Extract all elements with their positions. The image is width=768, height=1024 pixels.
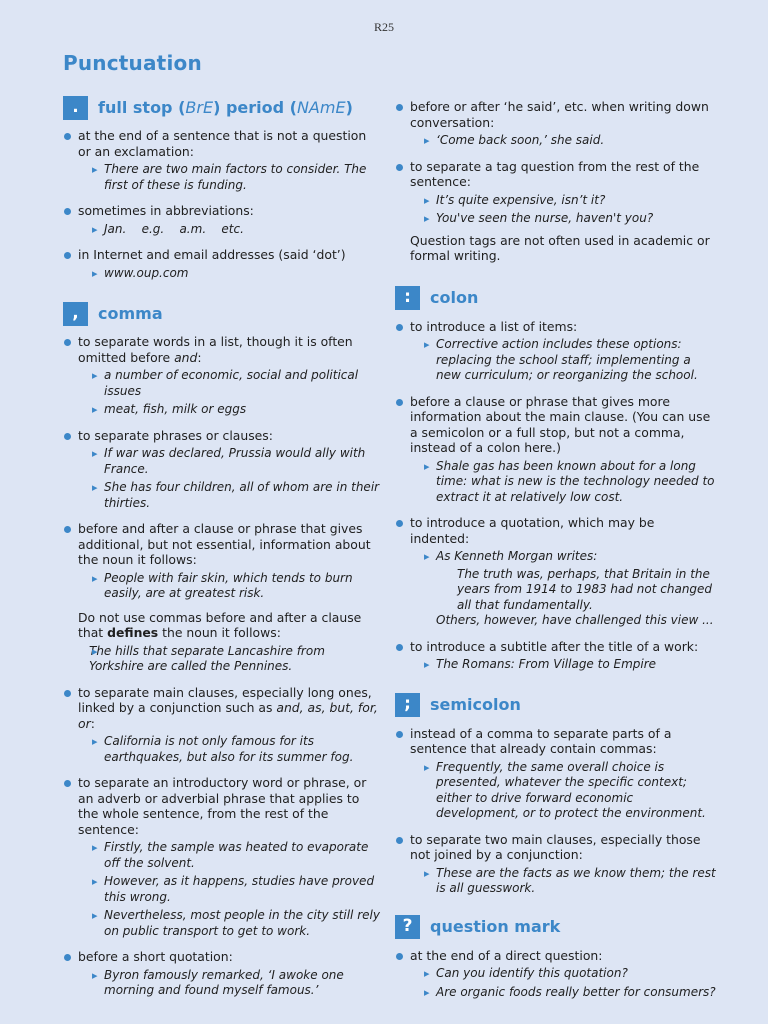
comma-rule-3: before and after a clause or phrase that gives additional, but not essential, information about the noun it follows: ▸ People with fair skin, which tends to burn easily, are at greatest risk.	[63, 521, 381, 602]
example: ▸ meat, fish, milk or eggs	[78, 402, 381, 418]
example: ▸ Firstly, the sample was heated to evaporate off the solvent.	[78, 840, 381, 871]
page-title: Punctuation	[63, 51, 202, 75]
example: ▸ www.oup.com	[78, 266, 381, 282]
example: ▸ Byron famously remarked, ‘I awoke one morning and found myself famous.’	[78, 968, 381, 999]
example: ▸ Corrective action includes these options: replacing the school staff; implementing a new curriculum; or reorganizing the school.	[410, 337, 717, 384]
example: ▸ People with fair skin, which tends to burn easily, are at greatest risk.	[78, 571, 381, 602]
example: ▸ Nevertheless, most people in the city still rely on public transport to get to work.	[78, 908, 381, 939]
question-mark-rule-1: at the end of a direct question: ▸ Can you identify this quotation? ▸ Are organic foods really better for consumers?	[395, 948, 717, 1001]
colon-rule-2: before a clause or phrase that gives more information about the main clause. (You can use a semicolon or a full stop, but not a comma, instead of a colon here.) ▸ Shale gas has been known about for a long time: what is new is the technology needed to extract it at relatively low cost.	[395, 394, 717, 506]
comma-rule-5: to separate an introductory word or phrase, or an adverb or adverbial phrase that applies to the whole sentence, from the rest of the sentence: ▸ Firstly, the sample was heated to evaporate off the solvent. ▸ However, as it happens, studies have proved this wrong. ▸ Nevertheless, most people in the city still rely on public transport to get to work.	[63, 775, 381, 939]
semicolon-rule-1: instead of a comma to separate parts of a sentence that already contain commas: ▸ Frequently, the same overall choice is presented, whatever the specific context; either to drive forward economic development, or to protect the environment.	[395, 726, 717, 822]
full-stop-title: full stop (BrE) period (NAmE)	[98, 97, 353, 117]
colon-title: colon	[430, 288, 479, 308]
tag-question-note: Question tags are not often used in academic or formal writing.	[410, 232, 710, 263]
example: ▸ She has four children, all of whom are in their thirties.	[78, 480, 381, 511]
semicolon-symbol: ;	[395, 693, 420, 717]
example: ▸ Shale gas has been known about for a long time: what is new is the technology needed to extract it at relatively low cost.	[410, 459, 717, 506]
example-continuation: Others, however, have challenged this view ...	[436, 613, 714, 627]
colon-symbol: :	[395, 286, 420, 310]
example: ▸ The hills that separate Lancashire from Yorkshire are called the Pennines.	[78, 644, 381, 675]
example: ▸ a number of economic, social and political issues	[78, 368, 381, 399]
comma-rule-4: to separate main clauses, especially long ones, linked by a conjunction such as and, as, but, for, or: ▸ California is not only famous for its earthquakes, but also for its summer fog.	[63, 685, 381, 766]
colon-rule-3: to introduce a quotation, which may be indented: ▸ As Kenneth Morgan writes: The truth was, perhaps, that Britain in the years from 1914 to 1983 had not changed all that fundamentally. Others, however, have challenged this view ...	[395, 515, 717, 629]
left-column	[63, 95, 381, 1005]
example: ▸ Can you identify this quotation?	[410, 966, 717, 982]
example: ▸ These are the facts as we know them; the rest is all guesswork.	[410, 866, 717, 897]
example: ▸ However, as it happens, studies have proved this wrong.	[78, 874, 381, 905]
question-mark-symbol: ?	[395, 915, 420, 939]
example: ▸ ‘Come back soon,’ she said.	[410, 133, 717, 149]
colon-rule-4: to introduce a subtitle after the title of a work: ▸ The Romans: From Village to Empire	[395, 639, 717, 673]
page-number: R25	[373, 20, 394, 34]
question-mark-title: question mark	[430, 917, 561, 937]
section-question-mark-header	[395, 915, 717, 940]
example: ▸ Frequently, the same overall choice is presented, whatever the specific context; either to drive forward economic development, or to protect the environment.	[410, 760, 717, 822]
example: ▸ California is not only famous for its earthquakes, but also for its summer fog.	[78, 734, 381, 765]
example: ▸ You've seen the nurse, haven't you?	[410, 211, 717, 227]
semicolon-title: semicolon	[430, 695, 521, 715]
colon-rule-1: to introduce a list of items: ▸ Corrective action includes these options: replacing the school staff; implementing a new curriculum; or reorganizing the school.	[395, 319, 717, 384]
full-stop-rule-3: in Internet and email addresses (said ‘dot’) ▸ www.oup.com	[63, 247, 381, 281]
example: ▸ There are two main factors to consider. The first of these is funding.	[78, 162, 381, 193]
section-comma-header	[63, 301, 381, 326]
right-column	[395, 99, 717, 1006]
comma-rule-8: to separate a tag question from the rest of the sentence: ▸ It’s quite expensive, isn’t it? ▸ You've seen the nurse, haven't you?	[395, 159, 717, 227]
comma-rule-6: before a short quotation: ▸ Byron famously remarked, ‘I awoke one morning and found myself famous.’	[63, 949, 381, 999]
section-colon-header	[395, 286, 717, 311]
full-stop-symbol: .	[63, 96, 88, 120]
example: ▸ It’s quite expensive, isn’t it?	[410, 193, 717, 209]
comma-symbol: ,	[63, 302, 88, 326]
example: ▸ Jan. e.g. a.m. etc.	[78, 222, 381, 238]
full-stop-rule-2: sometimes in abbreviations: ▸ Jan. e.g. a.m. etc.	[63, 203, 381, 237]
example: ▸ As Kenneth Morgan writes:	[410, 549, 717, 565]
section-semicolon-header	[395, 693, 717, 718]
section-full-stop-header	[63, 95, 381, 120]
comma-rule-1: to separate words in a list, though it is often omitted before and: ▸ a number of economic, social and political issues ▸ meat, fish, milk or eggs	[63, 334, 381, 418]
indented-quotation: The truth was, perhaps, that Britain in the years from 1914 to 1983 had not changed all that fundamentally.	[457, 566, 713, 612]
semicolon-rule-2: to separate two main clauses, especially those not joined by a conjunction: ▸ These are the facts as we know them; the rest is all guesswork.	[395, 832, 717, 897]
full-stop-rule-1: at the end of a sentence that is not a question or an exclamation: ▸ There are two main factors to consider. The first of these is funding.	[63, 128, 381, 193]
comma-rule-2: to separate phrases or clauses: ▸ If war was declared, Prussia would ally with France. ▸ She has four children, all of whom are in their thirties.	[63, 428, 381, 512]
example: ▸ The Romans: From Village to Empire	[410, 657, 717, 673]
comma-rule-7: before or after ‘he said’, etc. when writing down conversation: ▸ ‘Come back soon,’ she said.	[395, 99, 717, 149]
comma-note: Do not use commas before and after a clause that defines the noun it follows: ▸ The hills that separate Lancashire from Yorkshire are called the Pennines.	[63, 610, 381, 675]
comma-title: comma	[98, 303, 163, 323]
example: ▸ Are organic foods really better for consumers?	[410, 985, 717, 1001]
example: ▸ If war was declared, Prussia would ally with France.	[78, 446, 381, 477]
